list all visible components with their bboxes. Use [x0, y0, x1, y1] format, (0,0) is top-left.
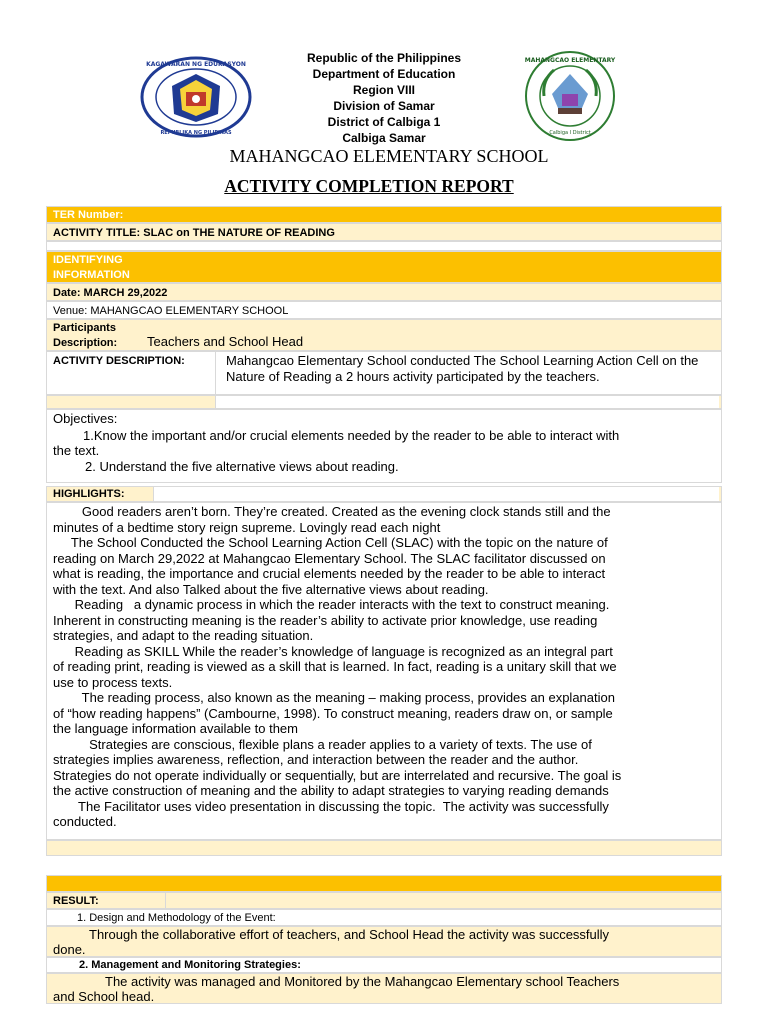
- highlights-footer-row: [46, 840, 722, 856]
- school-name: MAHANGCAO ELEMENTARY SCHOOL: [229, 146, 549, 166]
- participants-value: Teachers and School Head: [147, 334, 304, 349]
- highlights-line: with the text. And also Talked about the five alternative views about reading.: [53, 581, 489, 597]
- activity-title: ACTIVITY TITLE: SLAC on THE NATURE OF READING: [53, 227, 335, 239]
- highlights-line: of “how reading happens” (Cambourne, 1998). To construct meaning, readers draw on, or sample: [53, 705, 613, 721]
- highlights-line: strategies, and adapt to the reading situation.: [53, 628, 314, 643]
- spacer-cell: [215, 396, 719, 408]
- header-line-republic: Republic of the Philippines: [306, 51, 461, 65]
- highlights-line: Good readers aren’t born. They’re created. Created as the evening clock stands still and the: [53, 504, 611, 519]
- activity-date: Date: MARCH 29,2022: [53, 287, 168, 299]
- result-1-body-row: [46, 926, 722, 957]
- header-line-town: Calbiga Samar: [342, 131, 426, 145]
- spacer-row-2: [46, 395, 722, 409]
- svg-text:REPUBLIKA NG PILIPINAS: REPUBLIKA NG PILIPINAS: [160, 130, 232, 136]
- ter-number-row: [46, 206, 722, 223]
- result-label: RESULT:: [53, 895, 99, 907]
- ter-number-label: TER Number:: [53, 209, 124, 221]
- objective-1-cont: the text.: [53, 443, 100, 458]
- objectives-row: [46, 409, 722, 483]
- participants-row: [46, 319, 722, 351]
- result-1-heading: 1. Design and Methodology of the Event:: [77, 912, 276, 924]
- venue-row: [46, 301, 722, 319]
- date-row: [46, 283, 722, 301]
- highlights-line: use to process texts.: [53, 674, 173, 690]
- highlights-line: conducted.: [53, 814, 117, 829]
- svg-text:KAGAWARAN NG EDUKASYON: KAGAWARAN NG EDUKASYON: [146, 61, 246, 68]
- header-line-region: Region VIII: [352, 83, 415, 97]
- identifying-label-2: INFORMATION: [53, 269, 130, 281]
- highlights-header-row: [46, 486, 722, 502]
- result-1-line-1: Through the collaborative effort of teachers, and School Head the activity was successfully: [89, 927, 610, 942]
- participants-label-1: Participants: [53, 322, 116, 334]
- identifying-label-1: IDENTIFYING: [53, 254, 123, 266]
- result-blank-cell: [165, 893, 719, 908]
- result-1-line-2: done.: [53, 942, 86, 957]
- objective-1: 1.Know the important and/or crucial elements needed by the reader to be able to interact with: [83, 428, 620, 443]
- highlights-line: The School Conducted the School Learning Action Cell (SLAC) with the topic on the nature of: [53, 535, 608, 550]
- result-2-body-row: [46, 973, 722, 1004]
- spacer-row: [46, 241, 722, 251]
- highlights-line: Strategies do not operate individually or sequentially, but are interrelated and recursive. The goal is: [53, 767, 622, 783]
- highlights-label: HIGHLIGHTS:: [53, 488, 125, 500]
- highlights-line: The reading process, also known as the meaning – making process, provides an explanation: [53, 690, 615, 705]
- result-label-row: [46, 892, 722, 909]
- activity-description-value: Mahangcao Elementary School conducted The School Learning Action Cell on the Nature of Reading a 2 hours activity participated by the teachers.: [215, 352, 719, 394]
- highlights-line: Strategies are conscious, flexible plans a reader applies to a variety of texts. The use of: [53, 736, 592, 752]
- objective-2: 2. Understand the five alternative views about reading.: [85, 459, 399, 474]
- result-2-line-1: The activity was managed and Monitored by the Mahangcao Elementary school Teachers: [105, 974, 620, 989]
- highlights-line: of reading print, reading is viewed as a skill that is learned. In fact, reading is a unitary skill that we: [53, 659, 617, 674]
- highlights-line: strategies implies awareness, reflection, and interaction between the reader and the author.: [53, 752, 579, 767]
- header-line-district: District of Calbiga 1: [327, 115, 441, 129]
- highlights-line: minutes of a bedtime story reign supreme. Lovingly read each night: [53, 519, 441, 535]
- result-header-row: [46, 875, 722, 892]
- activity-description-row: [46, 351, 722, 395]
- participants-label-2: Description:: [53, 337, 118, 349]
- highlights-line: the active construction of meaning and the ability to adapt strategies to varying reading demands: [53, 783, 609, 798]
- result-2-heading: 2. Management and Monitoring Strategies:: [79, 959, 301, 971]
- header-line-division: Division of Samar: [333, 99, 435, 113]
- identifying-header-row: [46, 251, 722, 283]
- objectives-label: Objectives:: [53, 411, 118, 426]
- highlights-line: The Facilitator uses video presentation in discussing the topic. The activity was successfully: [53, 798, 609, 814]
- activity-title-row: [46, 223, 722, 241]
- header-line-deped: Department of Education: [312, 67, 456, 81]
- highlights-line: Inherent in constructing meaning is the reader’s ability to activate prior knowledge, use reading: [53, 612, 598, 628]
- svg-text:Calbiga I District: Calbiga I District: [549, 130, 591, 136]
- result-2-heading-row: [46, 957, 722, 973]
- activity-description-label: ACTIVITY DESCRIPTION:: [53, 355, 185, 367]
- highlights-line: the language information available to them: [53, 721, 298, 736]
- highlights-line: Reading a dynamic process in which the reader interacts with the text to construct meaning.: [53, 597, 610, 612]
- result-1-heading-row: [46, 909, 722, 926]
- highlights-line: what is reading, the importance and crucial elements needed by the reader to be able to interact: [53, 566, 606, 581]
- highlights-row: [46, 502, 722, 840]
- highlights-blank-cell: [153, 487, 719, 501]
- highlights-line: reading on March 29,2022 at Mahangcao Elementary School. The SLAC facilitator discussed on: [53, 550, 606, 566]
- svg-text:MAHANGCAO ELEMENTARY: MAHANGCAO ELEMENTARY: [524, 57, 616, 64]
- highlights-text: [53, 504, 721, 830]
- highlights-line: Reading as SKILL While the reader’s knowledge of language is recognized as an integral part: [53, 643, 613, 659]
- report-title: ACTIVITY COMPLETION REPORT: [224, 176, 514, 196]
- result-2-line-2: and School head.: [53, 989, 155, 1004]
- activity-venue: Venue: MAHANGCAO ELEMENTARY SCHOOL: [53, 305, 289, 317]
